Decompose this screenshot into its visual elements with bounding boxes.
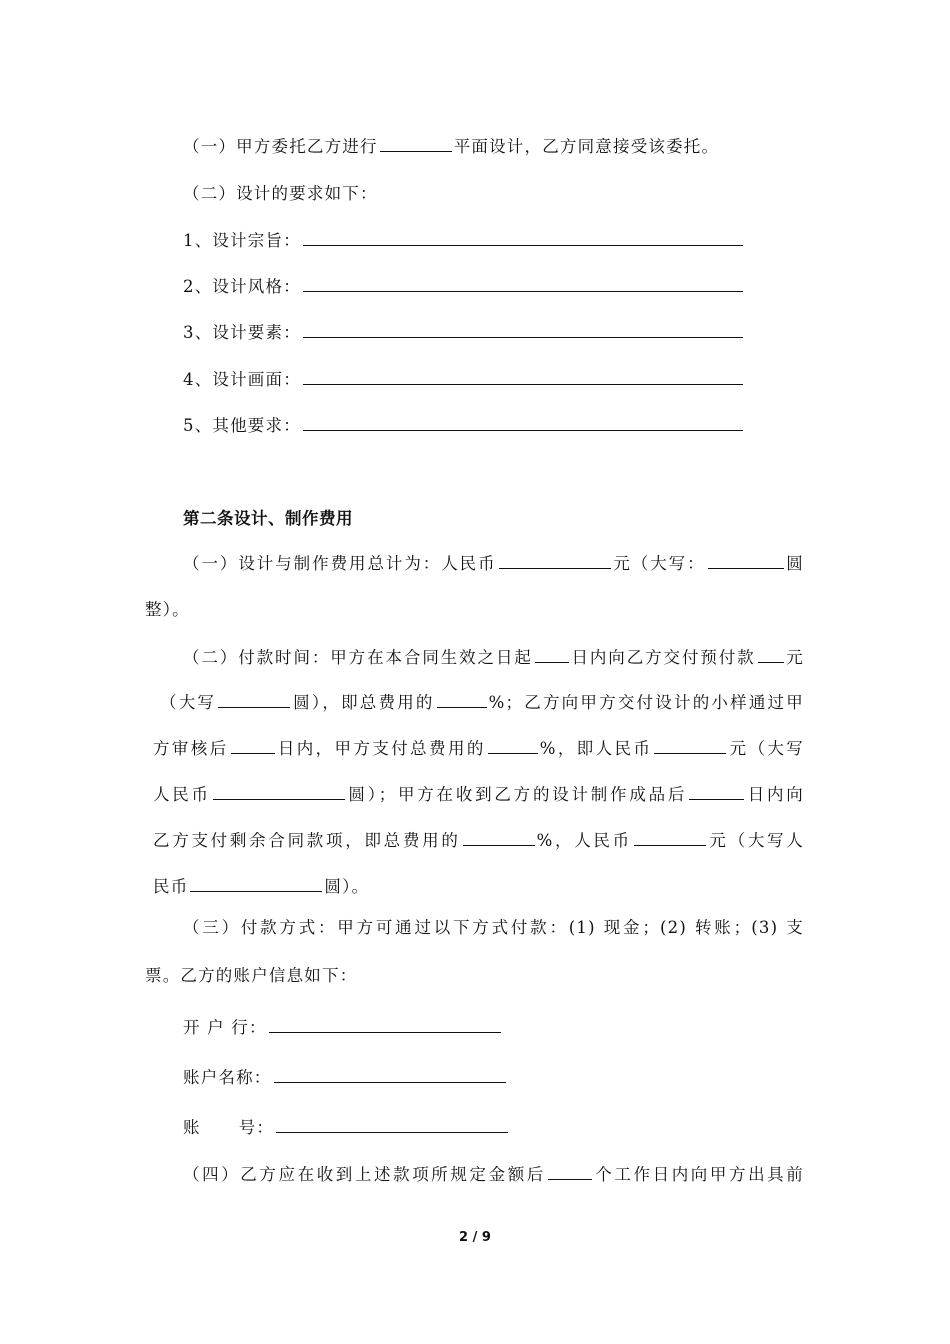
account-number-label: 账 bbox=[183, 1118, 201, 1137]
text: 日内，甲方支付总费用的 bbox=[276, 739, 486, 758]
text: （一）甲方委托乙方进行 bbox=[183, 137, 378, 156]
text: （四）乙方应在收到上述款项所规定金额后 bbox=[183, 1165, 546, 1184]
clause2-p1-line2: 整）。 bbox=[145, 600, 190, 619]
clause1-item2: （二）设计的要求如下： bbox=[183, 184, 378, 203]
requirement-2 bbox=[183, 276, 745, 298]
text: %，人民币 bbox=[536, 831, 632, 850]
requirement-label: 2、设计风格： bbox=[183, 277, 301, 296]
text: 元（大写 bbox=[728, 739, 804, 758]
text: 圆），即总费用的 bbox=[292, 693, 435, 712]
requirement-5 bbox=[183, 415, 745, 437]
text: 日内向 bbox=[746, 785, 804, 804]
blank-field[interactable] bbox=[303, 322, 743, 338]
clause2-title: 第二条设计、制作费用 bbox=[183, 509, 353, 528]
blank-field[interactable] bbox=[218, 692, 290, 708]
blank-field[interactable] bbox=[634, 830, 706, 846]
clause2-p4-line1 bbox=[183, 1164, 804, 1186]
account-name-row bbox=[183, 1067, 508, 1089]
blank-field[interactable] bbox=[548, 1164, 592, 1180]
account-name-field[interactable] bbox=[274, 1067, 506, 1083]
blank-field[interactable] bbox=[303, 369, 743, 385]
requirement-label: 1、设计宗旨： bbox=[183, 231, 301, 250]
blank-field[interactable] bbox=[708, 553, 784, 569]
clause2-p2-line2 bbox=[160, 692, 804, 714]
clause2-p2-line3 bbox=[153, 738, 804, 760]
text: 民币 bbox=[153, 877, 189, 896]
clause2-p2-line6 bbox=[153, 876, 369, 898]
clause2-p3-line1: （三）付款方式：甲方可通过以下方式付款：(1) 现金；(2) 转账；(3) 支 bbox=[183, 918, 804, 937]
text: 圆）。 bbox=[324, 877, 370, 896]
text: 圆）；甲方在收到乙方的设计制作成品后 bbox=[346, 785, 688, 804]
blank-field[interactable] bbox=[437, 692, 487, 708]
text: 人民币 bbox=[153, 785, 211, 804]
requirement-3 bbox=[183, 322, 745, 344]
text: （二）付款时间：甲方在本合同生效之日起 bbox=[183, 648, 533, 667]
clause2-p2-line1 bbox=[183, 647, 804, 669]
clause2-p1-line1 bbox=[183, 553, 804, 575]
blank-field[interactable] bbox=[488, 738, 538, 754]
text: %；乙方向甲方交付设计的小样通过甲 bbox=[488, 693, 804, 712]
text: 方审核后 bbox=[153, 739, 229, 758]
clause1-item1 bbox=[183, 136, 719, 158]
requirement-label: 3、设计要素： bbox=[183, 323, 301, 342]
text: 平面设计，乙方同意接受该委托。 bbox=[453, 137, 720, 156]
blank-field[interactable] bbox=[535, 647, 569, 663]
clause2-p2-line5 bbox=[153, 830, 804, 852]
text: 乙方支付剩余合同款项，即总费用的 bbox=[153, 831, 461, 850]
blank-field[interactable] bbox=[499, 553, 611, 569]
text: 元（大写： bbox=[612, 554, 706, 573]
page-number: 2 / 9 bbox=[459, 1230, 491, 1245]
account-bank-row bbox=[183, 1017, 503, 1039]
blank-field[interactable] bbox=[463, 830, 535, 846]
blank-field[interactable] bbox=[190, 876, 322, 892]
text: 元 bbox=[785, 648, 805, 667]
text: 元（大写人 bbox=[707, 831, 804, 850]
account-number-field[interactable] bbox=[276, 1117, 508, 1133]
account-number-row bbox=[183, 1117, 510, 1139]
text: 圆 bbox=[785, 554, 805, 573]
clause2-p2-line4 bbox=[153, 784, 804, 806]
text: 个工作日内向甲方出具前 bbox=[593, 1165, 804, 1184]
account-number-label: 号： bbox=[238, 1118, 275, 1137]
text: 日内向乙方交付预付款 bbox=[570, 648, 756, 667]
blank-field[interactable] bbox=[231, 738, 275, 754]
blank-field[interactable] bbox=[654, 738, 726, 754]
requirement-label: 5、其他要求： bbox=[183, 416, 301, 435]
text: （一）设计与制作费用总计为：人民币 bbox=[183, 554, 497, 573]
requirement-1 bbox=[183, 230, 745, 252]
blank-field[interactable] bbox=[380, 136, 452, 152]
text: （大写 bbox=[160, 693, 217, 712]
account-bank-label: 开 户 行： bbox=[183, 1018, 267, 1037]
text: %，即人民币 bbox=[539, 739, 653, 758]
blank-field[interactable] bbox=[758, 647, 784, 663]
requirement-4 bbox=[183, 369, 745, 391]
blank-field[interactable] bbox=[689, 784, 744, 800]
blank-field[interactable] bbox=[303, 230, 743, 246]
requirement-label: 4、设计画面： bbox=[183, 370, 301, 389]
blank-field[interactable] bbox=[213, 784, 345, 800]
clause2-p3-line2: 票。乙方的账户信息如下： bbox=[145, 966, 358, 985]
account-bank-field[interactable] bbox=[269, 1017, 501, 1033]
blank-field[interactable] bbox=[303, 415, 743, 431]
blank-field[interactable] bbox=[303, 276, 743, 292]
account-name-label: 账户名称： bbox=[183, 1068, 272, 1087]
